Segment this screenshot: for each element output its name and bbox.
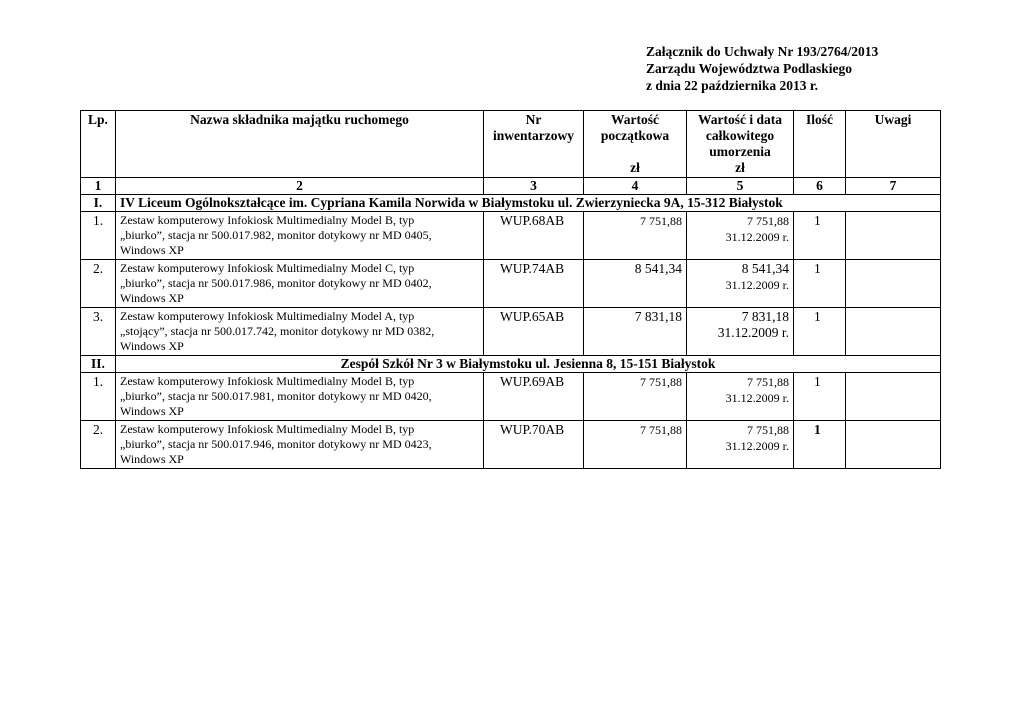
row-initial-value: 7 751,88: [584, 421, 687, 469]
row-inventory-number: WUP.69AB: [484, 373, 584, 421]
table-row: [81, 373, 941, 421]
row-amortization: 7 751,88 31.12.2009 r.: [687, 373, 794, 421]
row-initial-value: 8 541,34: [584, 260, 687, 308]
row-notes: [846, 421, 941, 469]
row-notes: [846, 260, 941, 308]
table-row: [81, 421, 941, 469]
row-description: Zestaw komputerowy Infokiosk Multimedialny Model B, typ „biurko”, stacja nr 500.017.982, monitor dotykowy nr MD 0405, Windows XP: [116, 212, 484, 260]
header-row: [81, 111, 941, 178]
row-lp: 1.: [81, 373, 116, 421]
asset-table: [80, 110, 941, 469]
row-lp: 2.: [81, 421, 116, 469]
row-description: Zestaw komputerowy Infokiosk Multimedialny Model C, typ „biurko”, stacja nr 500.017.986, monitor dotykowy nr MD 0402, Windows XP: [116, 260, 484, 308]
row-amortization: 8 541,34 31.12.2009 r.: [687, 260, 794, 308]
row-lp: 2.: [81, 260, 116, 308]
row-lp: 1.: [81, 212, 116, 260]
col-header-amortization: Wartość i data całkowitego umorzenia zł: [687, 111, 794, 178]
col-header-notes: Uwagi: [846, 111, 941, 178]
row-inventory-number: WUP.74AB: [484, 260, 584, 308]
row-quantity: 1: [794, 212, 846, 260]
section-title: Zespół Szkół Nr 3 w Białymstoku ul. Jesienna 8, 15-151 Białystok: [116, 356, 941, 373]
column-number: 3: [484, 178, 584, 195]
row-quantity: 1: [794, 421, 846, 469]
col-header-lp: Lp.: [81, 111, 116, 178]
column-number-row: [81, 178, 941, 195]
row-inventory-number: WUP.65AB: [484, 308, 584, 356]
table-row: [81, 308, 941, 356]
section-row: [81, 356, 941, 373]
row-amortization: 7 751,88 31.12.2009 r.: [687, 421, 794, 469]
row-initial-value: 7 751,88: [584, 212, 687, 260]
col-header-quantity: Ilość: [794, 111, 846, 178]
row-notes: [846, 308, 941, 356]
section-title: IV Liceum Ogólnokształcące im. Cypriana Kamila Norwida w Białymstoku ul. Zwierzyniecka 9A, 15-312 Białystok: [116, 195, 941, 212]
table-row: [81, 260, 941, 308]
section-number: I.: [81, 195, 116, 212]
row-amortization: 7 751,88 31.12.2009 r.: [687, 212, 794, 260]
row-initial-value: 7 831,18: [584, 308, 687, 356]
row-description: Zestaw komputerowy Infokiosk Multimedialny Model A, typ „stojący”, stacja nr 500.017.742, monitor dotykowy nr MD 0382, Windows XP: [116, 308, 484, 356]
column-number: 5: [687, 178, 794, 195]
section-number: II.: [81, 356, 116, 373]
header-line-board: Zarządu Województwa Podlaskiego: [646, 61, 853, 76]
row-notes: [846, 212, 941, 260]
col-header-name: Nazwa składnika majątku ruchomego: [116, 111, 484, 178]
column-number: 2: [116, 178, 484, 195]
col-header-initial-value: Wartość początkowa zł: [584, 111, 687, 178]
row-inventory-number: WUP.68AB: [484, 212, 584, 260]
row-lp: 3.: [81, 308, 116, 356]
table-row: [81, 212, 941, 260]
col-header-inventory: Nr inwentarzowy: [484, 111, 584, 178]
row-amortization: 7 831,18 31.12.2009 r.: [687, 308, 794, 356]
row-quantity: 1: [794, 373, 846, 421]
column-number: 7: [846, 178, 941, 195]
row-description: Zestaw komputerowy Infokiosk Multimedialny Model B, typ „biurko”, stacja nr 500.017.946, monitor dotykowy nr MD 0423, Windows XP: [116, 421, 484, 469]
header-line-attachment: Załącznik do Uchwały Nr 193/2764/2013: [646, 44, 879, 59]
row-inventory-number: WUP.70AB: [484, 421, 584, 469]
column-number: 6: [794, 178, 846, 195]
column-number: 1: [81, 178, 116, 195]
row-initial-value: 7 751,88: [584, 373, 687, 421]
section-row: [81, 195, 941, 212]
header-line-date: z dnia 22 października 2013 r.: [646, 78, 819, 93]
row-quantity: 1: [794, 308, 846, 356]
document-header: [646, 43, 878, 94]
row-description: Zestaw komputerowy Infokiosk Multimedialny Model B, typ „biurko”, stacja nr 500.017.981, monitor dotykowy nr MD 0420, Windows XP: [116, 373, 484, 421]
row-notes: [846, 373, 941, 421]
row-quantity: 1: [794, 260, 846, 308]
column-number: 4: [584, 178, 687, 195]
